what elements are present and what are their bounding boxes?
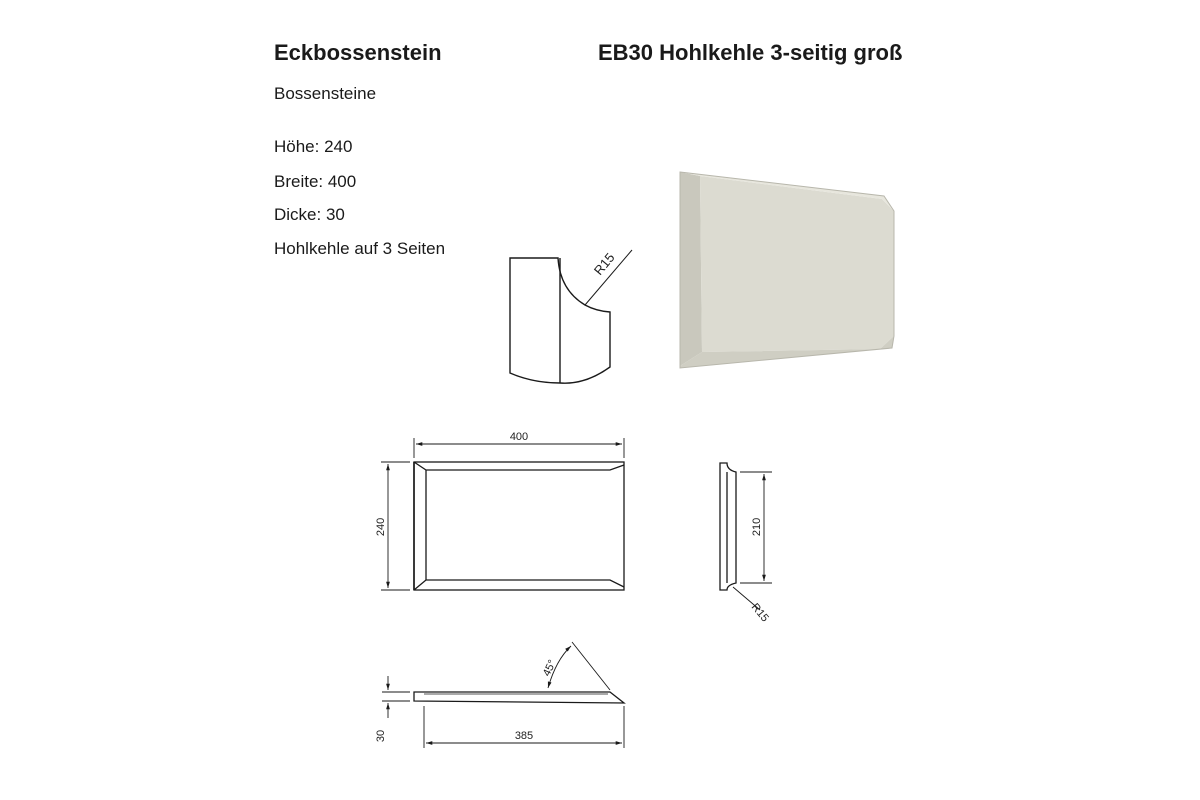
bottom-thickness-label: 30 xyxy=(375,729,387,743)
side-radius-label: R15 xyxy=(748,601,771,625)
stone-3d-render xyxy=(680,172,894,368)
spec-cove: Hohlkehle auf 3 Seiten xyxy=(274,239,446,258)
spec-thickness: Dicke: 30 xyxy=(274,205,345,224)
bottom-dimensions xyxy=(382,642,624,748)
side-view xyxy=(720,463,736,590)
bottom-width-label: 385 xyxy=(514,730,534,742)
category-label: Bossensteine xyxy=(274,84,377,103)
bottom-angle-label: 45° xyxy=(540,658,559,679)
profile-section xyxy=(510,250,632,383)
front-dimensions xyxy=(381,438,624,590)
profile-radius-label: R15 xyxy=(590,250,618,278)
side-dimensions xyxy=(733,472,772,610)
product-type-title: Eckbossenstein xyxy=(274,40,442,65)
product-name-title: EB30 Hohlkehle 3-seitig groß xyxy=(598,40,903,65)
spec-height: Höhe: 240 xyxy=(274,137,353,156)
side-height-label: 210 xyxy=(751,517,763,537)
front-view xyxy=(414,462,624,590)
front-height-label: 240 xyxy=(375,517,387,537)
spec-width: Breite: 400 xyxy=(274,172,357,191)
bottom-view xyxy=(414,692,624,703)
front-width-label: 400 xyxy=(509,431,529,443)
